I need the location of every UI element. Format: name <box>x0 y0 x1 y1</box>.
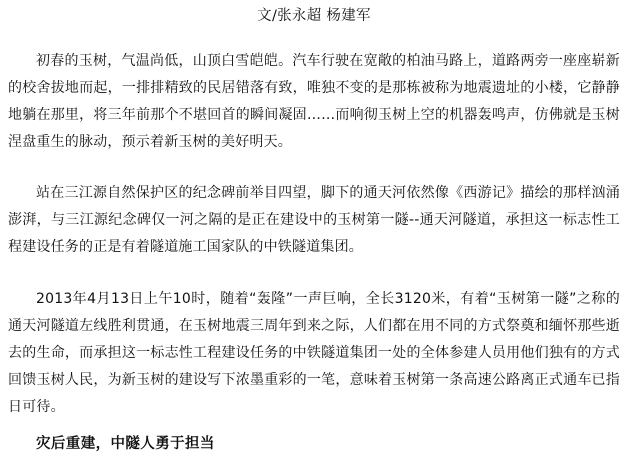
section-heading: 灾后重建，中隧人勇于担当 <box>36 436 215 452</box>
paragraph-yushu-spring: 初春的玉树，气温尚低，山顶白雪皑皑。汽车行驶在宽敞的柏油马路上，道路两旁一座座崭新的校舍拔地而起，一排排精致的民居错落有致，唯独不变的是那栋被称为地震遗址的小楼，它静静地躺在那里，将三年前那个不堪回首的瞬间凝固……而响彻玉树上空的机器轰鸣声，仿佛就是玉树涅盘重生的脉动，预示着新玉树的美好明天。 <box>8 53 620 150</box>
paragraph-tongtian-river: 站在三江源自然保护区的纪念碑前举目四望，脚下的通天河依然像《西游记》描绘的那样汹涌澎湃，与三江源纪念碑仅一河之隔的是正在建设中的玉树第一隧--通天河隧道，承担这一标志性工程建设任务的正是有着隧道施工国家队的中铁隧道集团。 <box>8 185 620 255</box>
article-byline: 文/张永超 杨建军 <box>257 8 371 24</box>
paragraph-tunnel-breakthrough: 2013年4月13日上午10时，随着“轰隆”一声巨响，全长3120米，有着“玉树第一隧”之称的通天河隧道左线胜利贯通，在玉树地震三周年到来之际，人们都在用不同的方式祭奠和缅怀那些逝去的生命，而承担这一标志性工程建设任务的中铁隧道集团一处的全体参建人员用他们独有的方式回馈玉树人民，为新玉树的建设写下浓墨重彩的一笔，意味着玉树第一条高速公路离正式通车已指日可待。 <box>8 291 620 415</box>
